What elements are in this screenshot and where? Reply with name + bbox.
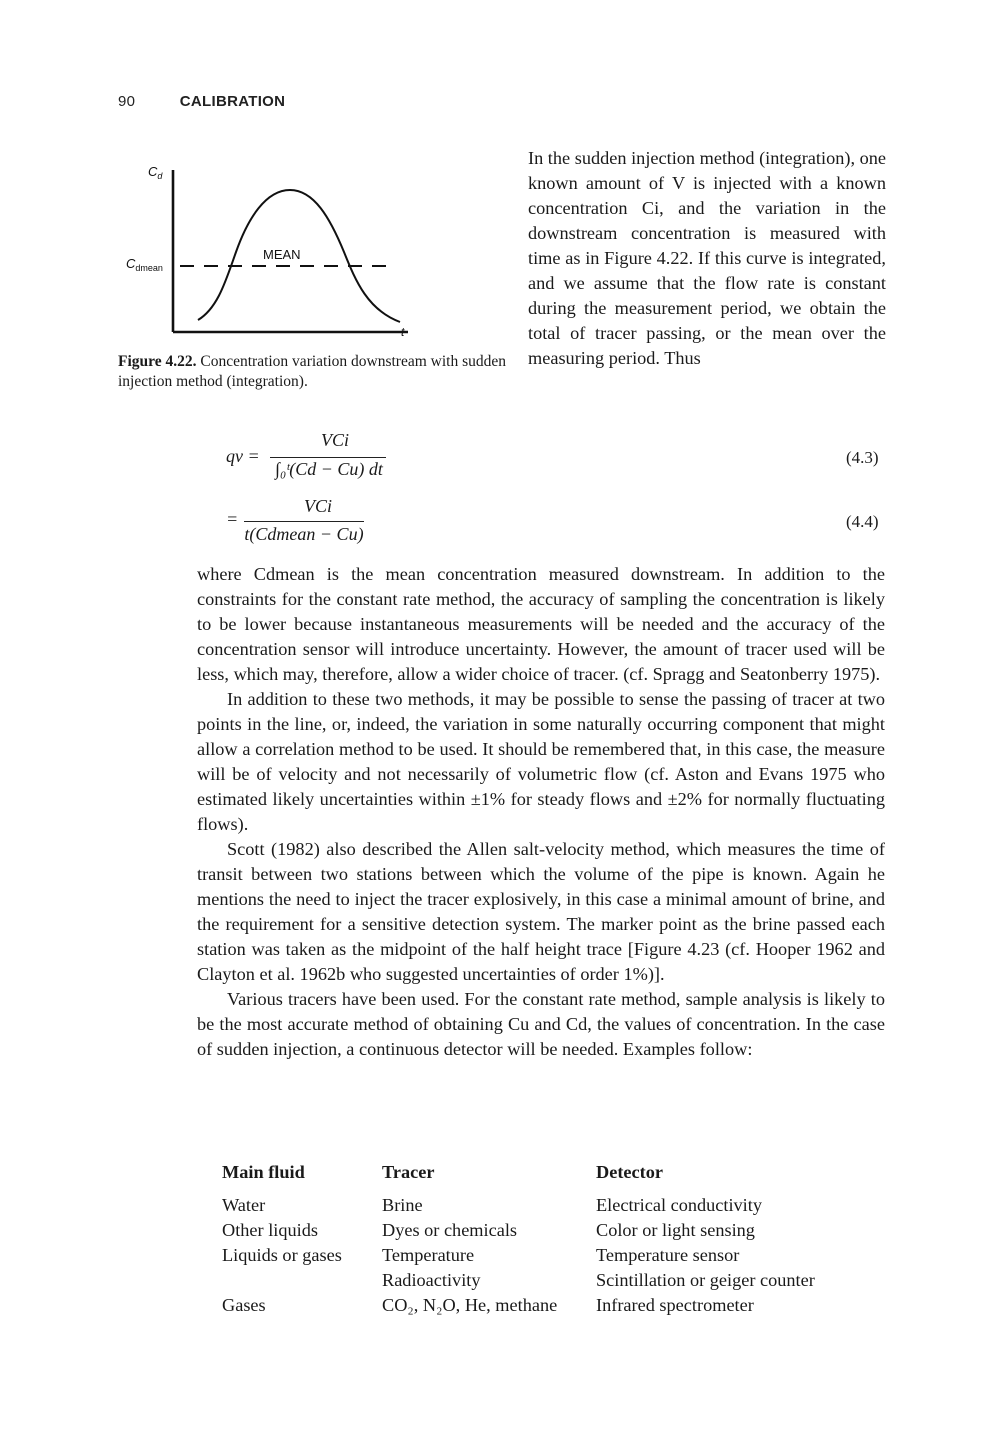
table-row: [222, 1270, 856, 1295]
table-cell: Scintillation or geiger counter: [596, 1270, 815, 1290]
table-cell: Color or light sensing: [596, 1220, 755, 1240]
body-paragraph-4: Various tracers have been used. For the constant rate method, sample analysis is likely to be the most accurate method of obtaining Cu and Cd, the values of concentration. In the case of sudden injection, a continuous detector will be needed. Examples follow:: [197, 989, 885, 1059]
table-cell: CO₂, N₂O, He, methane: [382, 1295, 558, 1315]
table-cell: [222, 1270, 382, 1295]
mean-axis-label: $C_{dmean}$: [126, 256, 163, 273]
x-axis-label: t: [401, 325, 405, 339]
equation-4-3-denominator: ∫₀ᵗ(Cd − Cu) dt: [275, 459, 383, 479]
table-header: Detector: [596, 1162, 663, 1182]
table-cell: Gases: [222, 1295, 266, 1315]
running-title: CALIBRATION: [179, 93, 286, 110]
body-paragraph-3: Scott (1982) also described the Allen salt-velocity method, which measures the time of transit between two stations between which the volume of the pipe is known. Again he mentions the need to inject the tracer explosively, in this case a minimal amount of brine, and the requirement for a sensitive detection system. The marker point as the brine passed each station was taken as the midpoint of the half height trace [Figure 4.23 (cf. Hooper 1962 and Clayton et al. 1962b who suggested uncertainties of order 1%)].: [197, 839, 885, 984]
caption-label: Figure 4.22.: [118, 353, 197, 370]
equation-4-4-lhs: =: [226, 509, 239, 529]
equation-4-3-numerator: VCi: [320, 430, 349, 450]
concentration-curve-diagram: [118, 160, 408, 350]
body-paragraph-2: In addition to these two methods, it may be possible to sense the passing of tracer at two points in the line, or, indeed, the variation in some naturally occurring component that might allow a correlation method to be used. It should be remembered that, in this case, the measure will be of velocity and not necessarily of volumetric flow (cf. Aston and Evans 1975 who estimated likely uncertainties within ±1% for steady flows and ±2% for normally fluctuating flows).: [197, 689, 885, 834]
table-header: Tracer: [382, 1162, 435, 1182]
table-header-row: [222, 1162, 856, 1195]
curve-mean-label: MEAN: [263, 247, 301, 262]
figure-4-22: [118, 160, 408, 350]
table-cell: Temperature: [382, 1245, 475, 1265]
equation-4-4-numerator: VCi: [303, 496, 332, 516]
table-header: Main fluid: [222, 1162, 305, 1182]
table-row: [222, 1295, 856, 1320]
table-cell: Temperature sensor: [596, 1245, 740, 1265]
caption-text: Concentration variation downstream with sudden injection method (integration).: [118, 353, 507, 390]
table-cell: Liquids or gases: [222, 1245, 342, 1265]
running-header: [118, 93, 285, 110]
right-column-paragraph: In the sudden injection method (integration), one known amount of V is injected with a known concentration Ci, and the variation in the downstream concentration is measured with time as in Figure 4.22. If this curve is integrated, and we assume that the flow rate is constant during the measurement period, we obtain the total of tracer passing, or the mean over the measuring period. Thus: [528, 148, 886, 368]
table-cell: Dyes or chemicals: [382, 1220, 518, 1240]
table-cell: Electrical conductivity: [596, 1195, 762, 1215]
figure-caption: [118, 352, 508, 392]
equation-4-3-number: (4.3): [846, 448, 879, 467]
equation-4-4-denominator: t(Cdmean − Cu): [244, 524, 364, 544]
table-row: [222, 1245, 856, 1270]
table-cell: Brine: [382, 1195, 423, 1215]
body-text: [197, 562, 885, 1062]
table-row: [222, 1220, 856, 1245]
table-cell: Other liquids: [222, 1220, 318, 1240]
tracer-table: [222, 1162, 856, 1320]
body-paragraph-1: where Cdmean is the mean concentration measured downstream. In addition to the constraints for the constant rate method, the accuracy of sampling the concentration is likely to be lower because instantaneous measurements will be needed and the accuracy of the concentration sensor will introduce uncertainty. However, the amount of tracer used will be less, which may, therefore, allow a wider choice of tracer. (cf. Spragg and Seatonberry 1975).: [197, 564, 885, 684]
equation-4-3-lhs: qv =: [226, 446, 260, 466]
equation-4-4-number: (4.4): [846, 512, 879, 531]
y-axis-label: $C_d$: [148, 164, 163, 181]
table-cell: Infrared spectrometer: [596, 1295, 754, 1315]
equation-4-4-fraction-bar: [244, 521, 364, 522]
page-number: 90: [118, 93, 136, 110]
table-row: [222, 1195, 856, 1220]
table-cell: Water: [222, 1195, 266, 1215]
table-cell: Radioactivity: [382, 1270, 481, 1290]
